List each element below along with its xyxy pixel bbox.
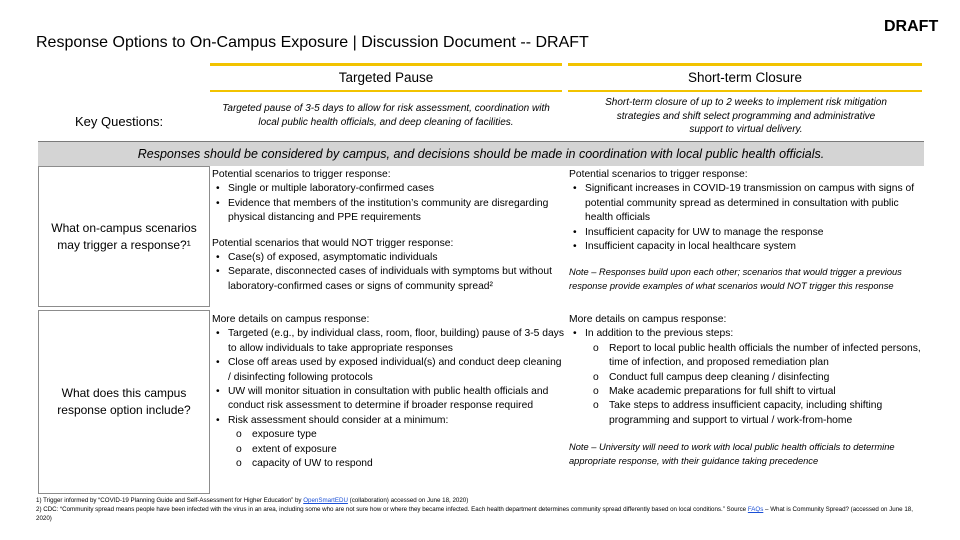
- targeted-details-list: [212, 327, 564, 471]
- footnote-1-tail: (collaboration) accessed on June 18, 2020): [347, 497, 469, 504]
- faqs-link[interactable]: FAQs: [747, 505, 764, 513]
- closure-details-list: [569, 327, 921, 428]
- sub-list-item: o exposure type: [212, 428, 564, 442]
- targeted-details-block: [212, 313, 564, 471]
- draft-label: DRAFT: [884, 18, 939, 35]
- sub-list-item: o extent of exposure: [212, 443, 564, 457]
- closure-trigger-note: Note – Responses build upon each other; scenarios that would trigger a previous response provide examples of what scenarios would NOT trigger this response: [569, 267, 902, 291]
- includes-question: What does this campus response option include?: [57, 386, 191, 417]
- includes-question-box: [38, 310, 210, 494]
- list-item: • In addition to the previous steps:: [569, 327, 921, 341]
- sub-list-item: o Report to local public health officials the number of infected persons, time of infection, and proposed remediation plan: [569, 342, 921, 371]
- short-term-closure-title: Short-term Closure: [687, 70, 803, 85]
- targeted-divider: [210, 90, 562, 92]
- list-item: • Risk assessment should consider at a minimum:: [212, 414, 564, 428]
- opensmartedu-link[interactable]: OpenSmartEDU: [303, 497, 348, 504]
- targeted-triggers-block: [212, 168, 564, 294]
- footnote-1: [36, 497, 926, 506]
- targeted-trigger-heading: Potential scenarios to trigger response:: [212, 169, 391, 180]
- footnotes: [36, 497, 926, 523]
- closure-header-bar: [568, 63, 922, 66]
- footnote-1-text: 1) Trigger informed by “COVID-19 Planning Guide and Self-Assessment for Higher Education” by: [36, 497, 304, 504]
- list-item: • Evidence that members of the institution’s community are disregarding physical distancing and PPE requirements: [212, 197, 564, 226]
- triggers-question: What on-campus scenarios may trigger a response?¹: [51, 220, 197, 252]
- footnote-2-text: 2) CDC: “Community spread means people have been infected with the virus in an area, including some who are not sure how or where they became infected. Each health department determines community spread differently based on local conditions.” Source: [36, 505, 748, 513]
- closure-details-heading: More details on campus response:: [569, 314, 727, 325]
- closure-trigger-list: [569, 182, 921, 254]
- closure-divider: [568, 90, 922, 92]
- closure-details-block: [569, 313, 921, 428]
- list-item: • UW will monitor situation in consultation with public health officials and conduct risk assessment to determine if broader response required: [212, 385, 564, 414]
- closure-triggers-block: [569, 168, 921, 254]
- sub-list-item: o Conduct full campus deep cleaning / disinfecting: [569, 371, 921, 385]
- targeted-no-trigger-list: [212, 251, 564, 294]
- page-title: Response Options to On-Campus Exposure | Discussion Document -- DRAFT: [36, 34, 589, 51]
- footnote-2: [36, 506, 926, 524]
- key-questions-label: Key Questions:: [75, 114, 164, 129]
- targeted-trigger-list: [212, 182, 564, 225]
- footnote-2-tail: – What is Community Spread? (accessed on June 18, 2020): [36, 505, 913, 522]
- targeted-header-bar: [210, 63, 562, 66]
- list-item: • Insufficient capacity in local healthcare system: [569, 240, 921, 254]
- list-item: • Significant increases in COVID-19 transmission on campus with signs of potential community spread as determined in consultation with public health officials: [569, 182, 921, 225]
- targeted-pause-description: Targeted pause of 3-5 days to allow for risk assessment, coordination with local public health officials, and deep cleaning of facilities.: [222, 103, 550, 128]
- closure-trigger-heading: Potential scenarios to trigger response:: [569, 169, 748, 180]
- short-term-closure-description: Short-term closure of up to 2 weeks to implement risk mitigation strategies and shift select programming and administrative support to virtual delivery.: [605, 97, 887, 135]
- list-item: • Separate, disconnected cases of individuals with symptoms but without laboratory-confirmed cases or signs of community spread²: [212, 265, 564, 294]
- targeted-no-trigger-heading: Potential scenarios that would NOT trigger response:: [212, 237, 454, 249]
- list-item: • Insufficient capacity for UW to manage the response: [569, 226, 921, 240]
- targeted-details-heading: More details on campus response:: [212, 314, 370, 325]
- list-item: • Case(s) of exposed, asymptomatic individuals: [212, 251, 564, 265]
- list-item: • Close off areas used by exposed individual(s) and conduct deep cleaning / disinfecting following protocols: [212, 356, 564, 385]
- sub-list-item: o Take steps to address insufficient capacity, including shifting programming and support to virtual / work-from-home: [569, 399, 921, 428]
- list-item: • Targeted (e.g., by individual class, room, floor, building) pause of 3-5 days to allow individuals to take appropriate responses: [212, 327, 564, 356]
- coordination-banner: Responses should be considered by campus, and decisions should be made in coordination with local public health officials.: [38, 141, 924, 166]
- closure-details-note: Note – University will need to work with local public health officials to determine appropriate response, with their guidance taking precedence: [569, 442, 895, 466]
- targeted-pause-title: Targeted Pause: [338, 70, 434, 85]
- sub-list-item: o Make academic preparations for full shift to virtual: [569, 385, 921, 399]
- sub-list-item: o capacity of UW to respond: [212, 457, 564, 471]
- triggers-question-box: [38, 166, 210, 307]
- list-item: • Single or multiple laboratory-confirmed cases: [212, 182, 564, 196]
